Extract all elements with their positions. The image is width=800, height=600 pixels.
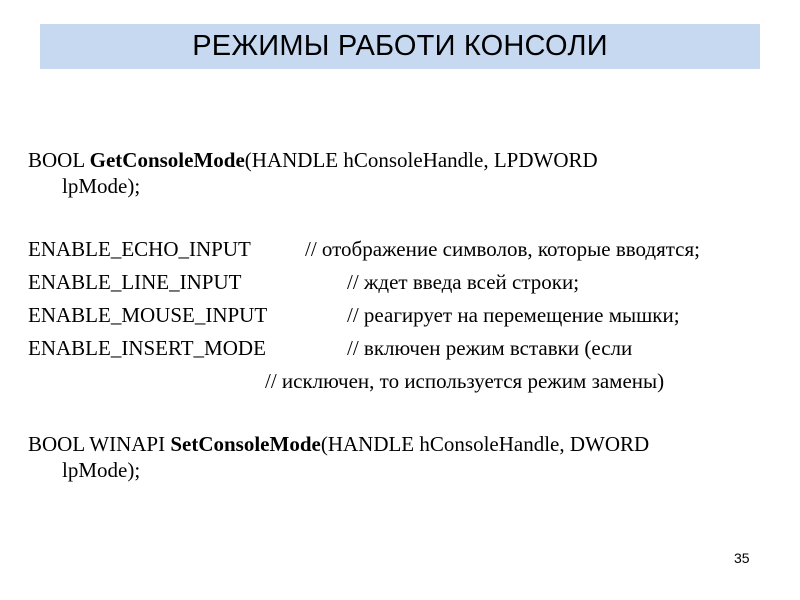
mode-name-insert-mode: ENABLE_INSERT_MODE bbox=[28, 336, 266, 360]
page-number: 35 bbox=[734, 550, 750, 566]
set-mode-function-name: SetConsoleMode bbox=[170, 432, 321, 456]
get-mode-function-name: GetConsoleMode bbox=[89, 148, 245, 172]
mode-comment-insert-mode: // включен режим вставки (если bbox=[347, 336, 633, 360]
set-mode-continuation: lpMode); bbox=[62, 458, 141, 482]
insert-mode-comment-continuation: // исключен, то используется режим замены) bbox=[265, 369, 665, 393]
set-mode-params: (HANDLE hConsoleHandle, DWORD bbox=[320, 432, 650, 456]
mode-name-echo-input: ENABLE_ECHO_INPUT bbox=[28, 237, 251, 261]
mode-comment-line-input: // ждет введа всей строки; bbox=[347, 270, 580, 294]
mode-comment-echo-input: // отображение символов, которые вводятся; bbox=[305, 237, 701, 261]
slide-title: РЕЖИМЫ РАБОТИ КОНСОЛИ bbox=[192, 30, 608, 62]
set-mode-prefix: BOOL WINAPI bbox=[28, 432, 171, 456]
set-console-mode-signature bbox=[28, 432, 649, 456]
get-mode-params: (HANDLE hConsoleHandle, LPDWORD bbox=[244, 148, 598, 172]
mode-name-mouse-input: ENABLE_MOUSE_INPUT bbox=[28, 303, 268, 327]
get-mode-continuation: lpMode); bbox=[62, 174, 141, 198]
get-mode-prefix: BOOL bbox=[28, 148, 90, 172]
title-bar bbox=[40, 24, 760, 69]
mode-comment-mouse-input: // реагирует на перемещение мышки; bbox=[347, 303, 680, 327]
mode-name-line-input: ENABLE_LINE_INPUT bbox=[28, 270, 242, 294]
get-console-mode-signature bbox=[28, 148, 598, 172]
